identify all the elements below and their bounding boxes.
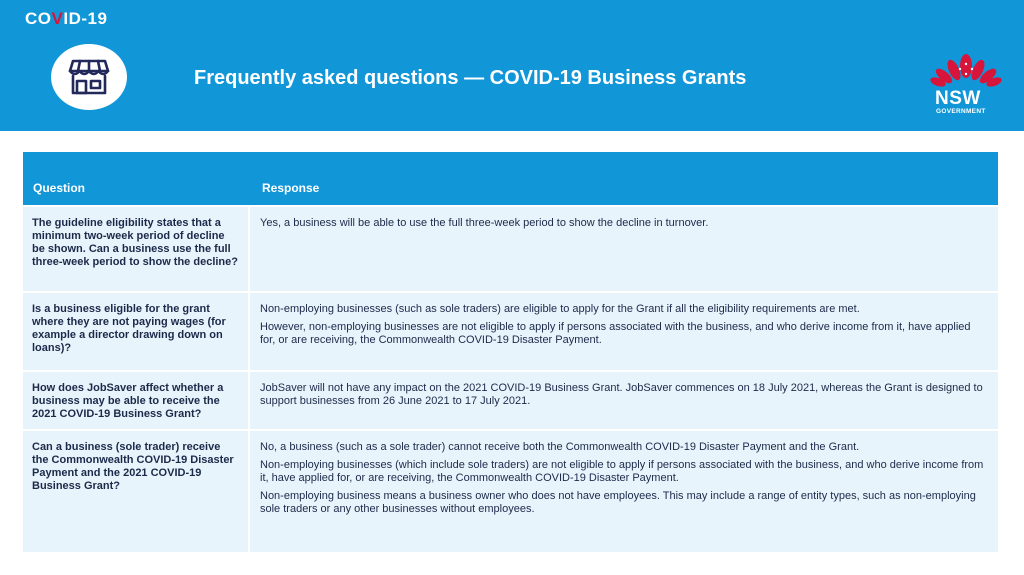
table-row [23,205,998,291]
government-wordmark: GOVERNMENT [936,108,986,115]
column-header-question: Question [33,181,86,195]
response-paragraph: JobSaver will not have any impact on the 2021 COVID-19 Business Grant. JobSaver commences on 18 July 2021, whereas the Grant is designed to support businesses from 26 June 2021 to 17 July 2021. [260,382,983,407]
table-header [23,152,998,205]
logo-text-id19: ID-19 [63,9,108,28]
nsw-wordmark: NSW [935,88,981,109]
response-cell [250,293,998,370]
logo-text-v: V [51,9,64,28]
storefront-icon [67,57,111,97]
table-row [23,429,998,552]
response-paragraph: Non-employing businesses (which include sole traders) are not eligible to apply if persons associated with the business, and who derive income from it, have applied for, or are receiving, the Commonwealth COVID-19 Disaster Payment. [260,458,984,484]
table-row [23,291,998,370]
covid19-logo [25,9,107,29]
response-cell [250,372,998,429]
faq-table [23,152,998,552]
response-cell [250,207,998,291]
question-cell: Can a business (sole trader) receive the Commonwealth COVID-19 Disaster Payment and the 2021 COVID-19 Business Grant? [23,431,250,552]
response-paragraph: Yes, a business will be able to use the full three-week period to show the decline in turnover. [260,217,709,229]
page-title: Frequently asked questions — COVID-19 Business Grants [194,67,747,89]
response-cell [250,431,998,552]
question-cell: Is a business eligible for the grant where they are not paying wages (for example a director drawing down on loans)? [23,293,250,370]
response-paragraph: Non-employing business means a business owner who does not have employees. This may include a range of entity types, such as non-employing sole traders or any other businesses without employees. [260,489,976,515]
response-paragraph: No, a business (such as a sole trader) cannot receive both the Commonwealth COVID-19 Disaster Payment and the Grant. [260,441,860,453]
column-header-response: Response [262,181,320,195]
response-paragraph: Non-employing businesses (such as sole traders) are eligible to apply for the Grant if all the eligibility requirements are met. [260,303,860,315]
page-header [0,0,1024,131]
response-paragraph: However, non-employing businesses are not eligible to apply if persons associated with the business, and who derive income from it, have applied for, or are receiving, the Commonwealth COVID-19 Disaster Payment. [260,320,971,346]
logo-text-co: CO [25,9,52,28]
storefront-icon-badge [51,44,127,110]
question-cell: The guideline eligibility states that a minimum two-week period of decline be shown. Can a business use the full three-week period to show the decline? [23,207,250,291]
table-row [23,370,998,429]
question-cell: How does JobSaver affect whether a business may be able to receive the 2021 COVID-19 Business Grant? [23,372,250,429]
